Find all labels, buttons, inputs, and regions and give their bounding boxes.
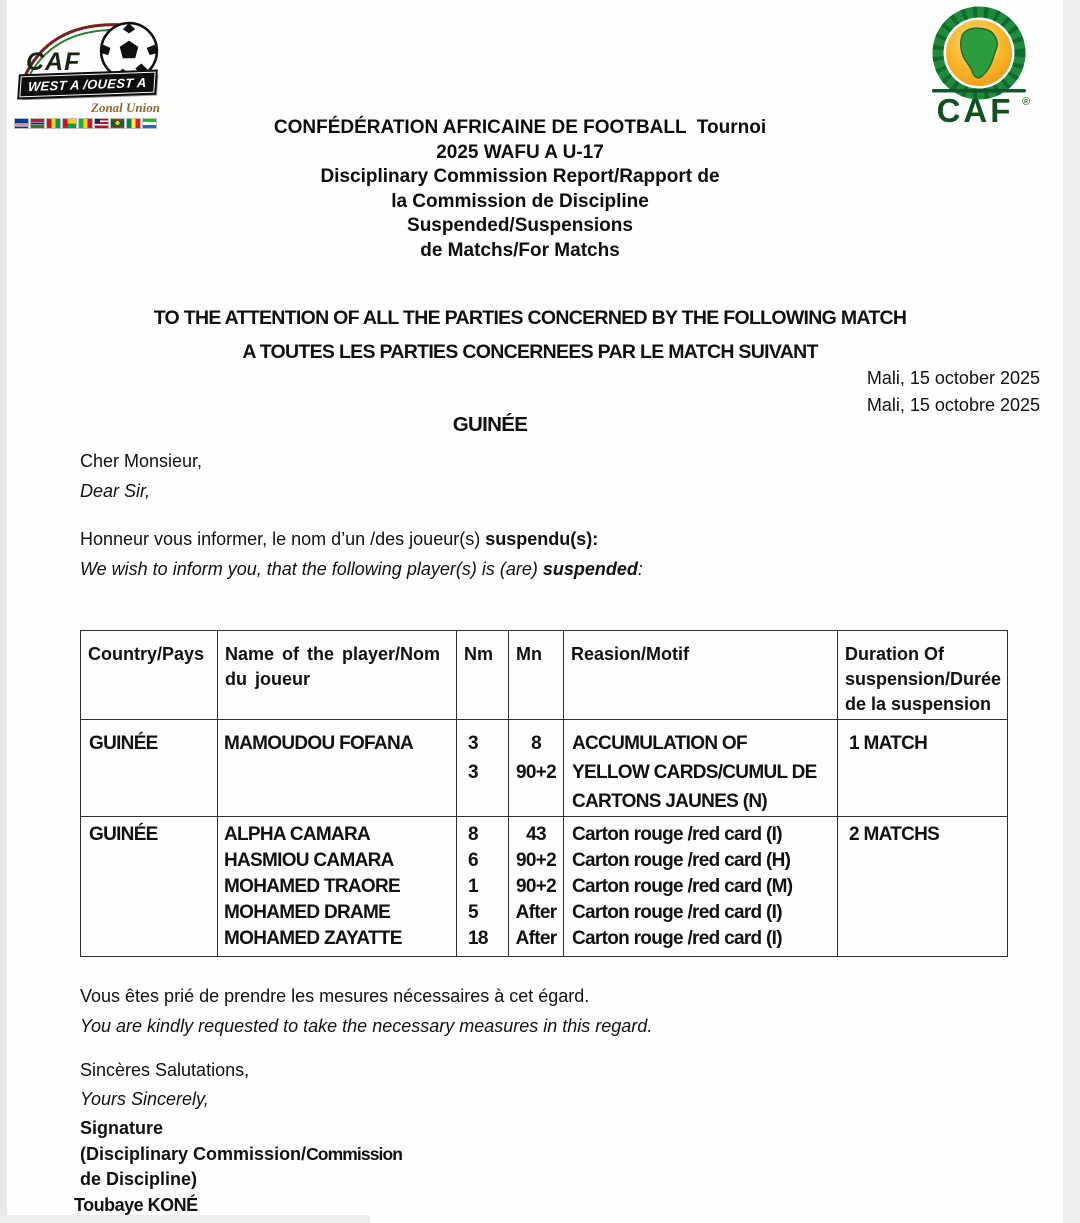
cell-line: 5 (468, 902, 478, 923)
cell-reason (564, 817, 838, 957)
cell-line: ACCUMULATION OF (572, 733, 747, 754)
date-line-en: Mali, 15 october 2025 (866, 368, 1040, 388)
header-player-name: Name of the player/Nom du joueur (218, 631, 457, 720)
cell-line: 18 (468, 928, 488, 949)
document-title (0, 116, 1040, 263)
closing-en: You are kindly requested to take the necessary measures in this regard. (80, 1016, 653, 1036)
table-row (81, 720, 1008, 817)
page-edge-right (1063, 0, 1080, 1223)
cell-line: Carton rouge /red card (I) (572, 902, 782, 923)
cell-line: 6 (468, 850, 478, 871)
cell-line: GUINÉE (89, 733, 158, 754)
title-line: Suspended/Suspensions (407, 215, 633, 236)
attention-heading (0, 306, 1060, 364)
signature-title: Signature (80, 1118, 164, 1138)
wafu-banner: WEST A /OUEST A (19, 72, 155, 98)
intro-fr (80, 524, 643, 554)
cell-country (81, 720, 218, 817)
cell-duration (838, 720, 1008, 817)
intro-en-suffix: : (637, 559, 643, 579)
header-reason: Reasion/Motif (564, 631, 838, 720)
cell-line: 1 MATCH (849, 733, 928, 754)
cell-line: Carton rouge /red card (M) (572, 876, 793, 897)
intro-en-bold: suspended (542, 559, 638, 579)
cell-line: 8 (468, 824, 478, 845)
greeting (80, 446, 202, 506)
cell-line: GUINÉE (89, 824, 158, 845)
signature-commission-fr: Commission (306, 1143, 403, 1164)
cell-line: MOHAMED TRAORE (224, 876, 400, 897)
caf-logo-wordmark: CAF (936, 92, 1014, 127)
intro-en-text: We wish to inform you, that the following player(s) is (are) (80, 559, 543, 579)
cell-line: After (515, 902, 557, 923)
date-block (867, 365, 1040, 418)
intro-fr-bold: suspendu(s): (485, 529, 599, 549)
wafu-caf-text: CAF (26, 48, 81, 76)
intro-en (80, 554, 643, 584)
cell-line: 90+2 (516, 762, 556, 783)
cell-duration (838, 817, 1008, 957)
wafu-zonal-union-text: Zonal Union (91, 100, 160, 115)
cell-nm (457, 817, 509, 957)
table-row (81, 817, 1008, 957)
title-line: la Commission de Discipline (391, 190, 649, 212)
cell-line: HASMIOU CAMARA (224, 850, 394, 871)
cell-line: 43 (526, 824, 546, 845)
cell-nm (457, 720, 509, 817)
cell-line: MOHAMED DRAME (224, 902, 391, 923)
caf-logo-registered-mark: ® (1022, 96, 1031, 108)
greeting-fr: Cher Monsieur, (80, 451, 203, 471)
signatory-name: Toubaye KONÉ (74, 1194, 198, 1215)
country-heading: GUINÉE (452, 413, 528, 436)
salutation-fr: Sincères Salutations, (80, 1060, 250, 1080)
cell-line: CARTONS JAUNES (N) (572, 791, 768, 812)
cell-line: MAMOUDOU FOFANA (224, 733, 413, 754)
cell-names (218, 817, 457, 957)
title-line: de Matchs/For Matchs (420, 239, 620, 261)
header-duration: Duration Of suspension/Durée de la suspension (838, 631, 1008, 720)
table-header-row (81, 631, 1008, 720)
cell-line: MOHAMED ZAYATTE (224, 928, 402, 949)
cell-line: 3 (468, 762, 478, 783)
attention-line-fr: A TOUTES LES PARTIES CONCERNEES PAR LE MATCH SUIVANT (242, 341, 818, 363)
title-line: 2025 WAFU A U-17 (436, 141, 604, 163)
cell-line: ALPHA CAMARA (224, 824, 371, 845)
signature-commission-line (80, 1142, 402, 1168)
closing-paragraph (80, 981, 652, 1041)
suspension-table-body (81, 720, 1008, 957)
greeting-en: Dear Sir, (80, 481, 151, 501)
closing-fr: Vous êtes prié de prendre les mesures nécessaires à cet égard. (80, 986, 590, 1006)
date-line-fr: Mali, 15 octobre 2025 (866, 394, 1040, 415)
signature-commission-en: (Disciplinary Commission/ (80, 1143, 307, 1164)
header-nm: Nm (457, 631, 509, 720)
cell-line: Carton rouge /red card (H) (572, 850, 791, 871)
wafu-zonal-union-logo (18, 10, 170, 122)
intro-paragraph (80, 524, 643, 584)
caf-logo (922, 5, 1037, 125)
caf-logo-icon (922, 5, 1037, 127)
cell-line: 1 (468, 876, 478, 897)
cell-names (218, 720, 457, 817)
cell-mn (509, 720, 564, 817)
title-line: Disciplinary Commission Report/Rapport de (320, 166, 720, 187)
salutation-en: Yours Sincerely, (80, 1089, 209, 1109)
header-country: Country/Pays (81, 631, 218, 720)
cell-reason (564, 720, 838, 817)
cell-line: 8 (531, 733, 541, 754)
signature-block (74, 1116, 403, 1218)
cell-mn (509, 817, 564, 957)
attention-line-en: TO THE ATTENTION OF ALL THE PARTIES CONCERNED BY THE FOLLOWING MATCH (153, 307, 907, 329)
signature-commission-line2: de Discipline) (80, 1169, 198, 1189)
cell-line: YELLOW CARDS/CUMUL DE (572, 762, 817, 783)
cell-country (81, 817, 218, 957)
header-mn: Mn (509, 631, 564, 720)
cell-line: 3 (468, 733, 478, 754)
cell-line: 2 MATCHS (849, 824, 940, 845)
intro-fr-text: Honneur vous informer, le nom d’un /des joueur(s) (80, 529, 486, 549)
salutation (80, 1056, 249, 1114)
cell-line: 90+2 (516, 850, 556, 871)
title-line: CONFÉDÉRATION AFRICAINE DE FOOTBALL Tournoi (273, 117, 767, 138)
cell-line: After (515, 928, 557, 949)
cell-line: 90+2 (516, 876, 556, 897)
cell-line: Carton rouge /red card (I) (572, 824, 782, 845)
suspension-table (80, 630, 1008, 957)
cell-line: Carton rouge /red card (I) (572, 928, 782, 949)
